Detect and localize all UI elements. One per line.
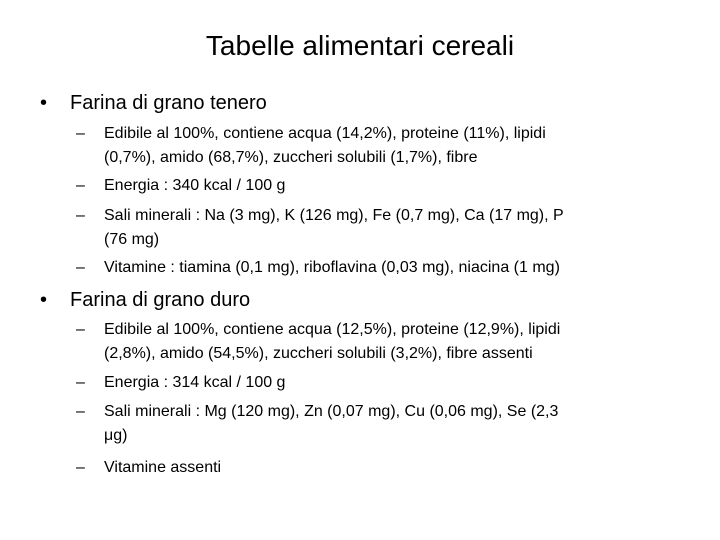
dash-icon: – — [76, 321, 85, 338]
list-item-text — [104, 371, 694, 395]
list-item-text — [104, 456, 694, 480]
list-item-text — [104, 400, 694, 448]
dash-icon: – — [76, 177, 85, 194]
list-item-line: Vitamine : tiamina (0,1 mg), riboflavina (0,03 mg), niacina (1 mg) — [104, 259, 560, 276]
bullet-icon: • — [40, 289, 48, 311]
dash-icon: – — [76, 459, 85, 476]
bullet-icon: • — [40, 92, 48, 114]
list-item-text — [104, 122, 694, 170]
list-item-line: (76 mg) — [104, 231, 160, 248]
dash-icon: – — [76, 207, 85, 224]
list-item-line: Energia : 314 kcal / 100 g — [104, 374, 286, 391]
list-item-line: Vitamine assenti — [104, 459, 222, 476]
dash-icon: – — [76, 403, 85, 420]
dash-icon: – — [76, 374, 85, 391]
list-item-text — [104, 204, 694, 252]
list-item-line: μg) — [104, 427, 128, 444]
list-item-line: Edibile al 100%, contiene acqua (14,2%), proteine (11%), lipidi — [104, 125, 546, 142]
list-item-line: (0,7%), amido (68,7%), zuccheri solubili (1,7%), fibre — [104, 149, 478, 166]
list-item-text — [104, 318, 694, 366]
list-item-line: Sali minerali : Na (3 mg), K (126 mg), Fe (0,7 mg), Ca (17 mg), P — [104, 207, 564, 224]
section-heading-text: Farina di grano duro — [70, 289, 251, 311]
list-item-text — [104, 256, 694, 280]
list-item-line: Sali minerali : Mg (120 mg), Zn (0,07 mg), Cu (0,06 mg), Se (2,3 — [104, 403, 559, 420]
list-item-line: (2,8%), amido (54,5%), zuccheri solubili (3,2%), fibre assenti — [104, 345, 533, 362]
list-item-line: Energia : 340 kcal / 100 g — [104, 177, 286, 194]
section-heading-text: Farina di grano tenero — [70, 92, 267, 114]
dash-icon: – — [76, 125, 85, 142]
dash-icon: – — [76, 259, 85, 276]
slide-title: Tabelle alimentari cereali — [205, 30, 515, 61]
list-item-line: Edibile al 100%, contiene acqua (12,5%), proteine (12,9%), lipidi — [104, 321, 561, 338]
list-item-text — [104, 174, 694, 198]
